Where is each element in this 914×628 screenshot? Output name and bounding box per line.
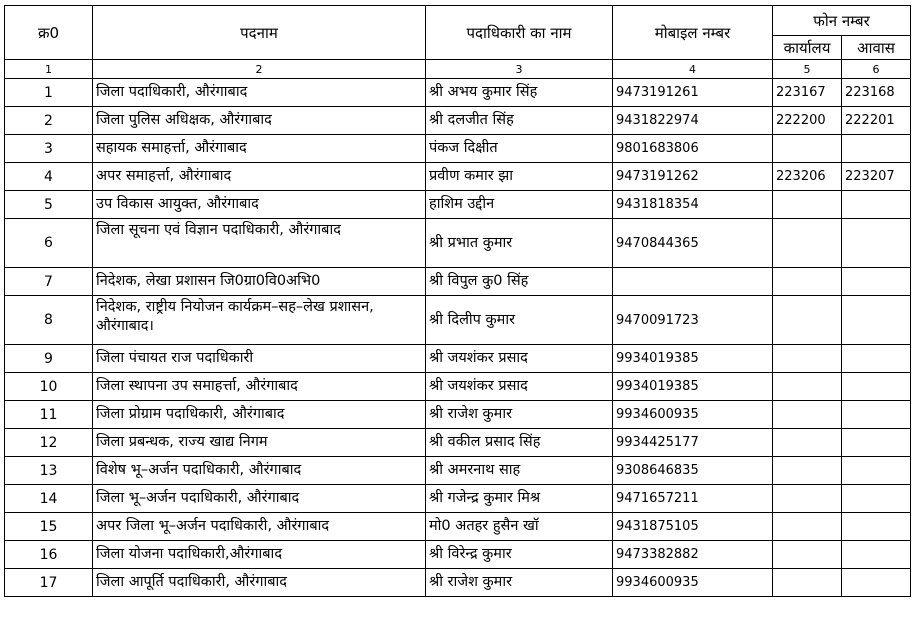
column-number: 1: [5, 60, 93, 79]
mobile-cell: 9470844365: [613, 219, 773, 268]
official-name-cell: हाशिम उद्दीन: [426, 191, 613, 219]
residence-phone-cell: 223168: [842, 79, 911, 107]
office-phone-cell: [773, 373, 842, 401]
office-phone-cell: 223167: [773, 79, 842, 107]
table-row: [5, 401, 911, 429]
serial-cell: 16: [5, 541, 93, 569]
column-number: 3: [426, 60, 613, 79]
residence-phone-cell: [842, 429, 911, 457]
table-row: [5, 429, 911, 457]
designation-cell: जिला स्थापना उप समाहर्त्ता, औरंगाबाद: [93, 373, 426, 401]
table-row: [5, 457, 911, 485]
header-office: कार्यालय: [773, 36, 842, 60]
designation-cell: जिला आपूर्ति पदाधिकारी, औरंगाबाद: [93, 569, 426, 597]
official-name-cell: श्री राजेश कुमार: [426, 569, 613, 597]
official-name-cell: श्री विरेन्द्र कुमार: [426, 541, 613, 569]
mobile-cell: 9431875105: [613, 513, 773, 541]
residence-phone-cell: [842, 457, 911, 485]
office-phone-cell: 222200: [773, 107, 842, 135]
official-name-cell: श्री दलजीत सिंह: [426, 107, 613, 135]
official-name-cell: श्री प्रभात कुमार: [426, 219, 613, 268]
serial-cell: 15: [5, 513, 93, 541]
office-phone-cell: [773, 296, 842, 345]
designation-cell: जिला भू–अर्जन पदाधिकारी, औरंगाबाद: [93, 485, 426, 513]
mobile-cell: 9473382882: [613, 541, 773, 569]
mobile-cell: 9934600935: [613, 401, 773, 429]
official-name-cell: पंकज दिक्षीत: [426, 135, 613, 163]
mobile-cell: [613, 268, 773, 296]
office-phone-cell: [773, 345, 842, 373]
official-name-cell: श्री अमरनाथ साह: [426, 457, 613, 485]
designation-cell: जिला पंचायत राज पदाधिकारी: [93, 345, 426, 373]
column-number-row: [5, 60, 911, 79]
official-name-cell: श्री दिलीप कुमार: [426, 296, 613, 345]
residence-phone-cell: [842, 373, 911, 401]
serial-cell: 2: [5, 107, 93, 135]
office-phone-cell: [773, 541, 842, 569]
table-row: [5, 163, 911, 191]
residence-phone-cell: [842, 401, 911, 429]
serial-cell: 13: [5, 457, 93, 485]
table-row: [5, 296, 911, 345]
residence-phone-cell: [842, 345, 911, 373]
serial-cell: 4: [5, 163, 93, 191]
mobile-cell: 9934600935: [613, 569, 773, 597]
column-number: 4: [613, 60, 773, 79]
table-row: [5, 485, 911, 513]
header-serial: क्र0: [5, 6, 93, 60]
designation-cell: अपर समाहर्त्ता, औरंगाबाद: [93, 163, 426, 191]
serial-cell: 8: [5, 296, 93, 345]
mobile-cell: 9431818354: [613, 191, 773, 219]
official-name-cell: श्री वकील प्रसाद सिंह: [426, 429, 613, 457]
office-phone-cell: [773, 485, 842, 513]
table-body: [5, 79, 911, 597]
official-name-cell: श्री जयशंकर प्रसाद: [426, 373, 613, 401]
mobile-cell: 9473191262: [613, 163, 773, 191]
mobile-cell: 9473191261: [613, 79, 773, 107]
serial-cell: 7: [5, 268, 93, 296]
table-row: [5, 191, 911, 219]
table-row: [5, 541, 911, 569]
official-name-cell: मो0 अतहर हुसैन खॉ: [426, 513, 613, 541]
residence-phone-cell: [842, 191, 911, 219]
column-number: 6: [842, 60, 911, 79]
residence-phone-cell: [842, 541, 911, 569]
column-number: 5: [773, 60, 842, 79]
office-phone-cell: [773, 268, 842, 296]
residence-phone-cell: [842, 268, 911, 296]
header-designation: पदनाम: [93, 6, 426, 60]
serial-cell: 6: [5, 219, 93, 268]
official-name-cell: श्री विपुल कु0 सिंह: [426, 268, 613, 296]
designation-cell: जिला प्रबन्धक, राज्य खाद्य निगम: [93, 429, 426, 457]
table-row: [5, 107, 911, 135]
official-name-cell: श्री गजेन्द्र कुमार मिश्र: [426, 485, 613, 513]
office-phone-cell: [773, 191, 842, 219]
table-row: [5, 345, 911, 373]
serial-cell: 17: [5, 569, 93, 597]
designation-cell: जिला योजना पदाधिकारी,औरंगाबाद: [93, 541, 426, 569]
mobile-cell: 9934425177: [613, 429, 773, 457]
designation-cell: विशेष भू–अर्जन पदाधिकारी, औरंगाबाद: [93, 457, 426, 485]
office-phone-cell: [773, 457, 842, 485]
residence-phone-cell: [842, 296, 911, 345]
table-row: [5, 79, 911, 107]
serial-cell: 10: [5, 373, 93, 401]
designation-cell: निदेशक, राष्ट्रीय नियोजन कार्यक्रम–सह–लेख प्रशासन, औरंगाबाद।: [93, 296, 426, 345]
designation-cell: जिला पदाधिकारी, औरंगाबाद: [93, 79, 426, 107]
designation-cell: जिला पुलिस अधिक्षक, औरंगाबाद: [93, 107, 426, 135]
serial-cell: 3: [5, 135, 93, 163]
table-row: [5, 513, 911, 541]
header-phone: फोन नम्बर: [773, 6, 911, 36]
designation-cell: जिला सूचना एवं विज्ञान पदाधिकारी, औरंगाबाद: [93, 219, 426, 268]
officials-contact-table: [4, 5, 911, 597]
office-phone-cell: [773, 135, 842, 163]
residence-phone-cell: 222201: [842, 107, 911, 135]
serial-cell: 11: [5, 401, 93, 429]
mobile-cell: 9470091723: [613, 296, 773, 345]
official-name-cell: श्री जयशंकर प्रसाद: [426, 345, 613, 373]
table-row: [5, 268, 911, 296]
office-phone-cell: [773, 569, 842, 597]
official-name-cell: प्रवीण कमार झा: [426, 163, 613, 191]
serial-cell: 12: [5, 429, 93, 457]
office-phone-cell: [773, 219, 842, 268]
designation-cell: उप विकास आयुक्त, औरंगाबाद: [93, 191, 426, 219]
mobile-cell: 9934019385: [613, 345, 773, 373]
office-phone-cell: [773, 401, 842, 429]
column-number: 2: [93, 60, 426, 79]
residence-phone-cell: [842, 569, 911, 597]
residence-phone-cell: [842, 513, 911, 541]
serial-cell: 9: [5, 345, 93, 373]
residence-phone-cell: [842, 219, 911, 268]
table-row: [5, 135, 911, 163]
designation-cell: अपर जिला भू–अर्जन पदाधिकारी, औरंगाबाद: [93, 513, 426, 541]
residence-phone-cell: [842, 135, 911, 163]
mobile-cell: 9801683806: [613, 135, 773, 163]
designation-cell: सहायक समाहर्त्ता, औरंगाबाद: [93, 135, 426, 163]
header-residence: आवास: [842, 36, 911, 60]
residence-phone-cell: 223207: [842, 163, 911, 191]
office-phone-cell: 223206: [773, 163, 842, 191]
designation-cell: निदेशक, लेखा प्रशासन जि0ग्रा0वि0अभि0: [93, 268, 426, 296]
header-official-name: पदाधिकारी का नाम: [426, 6, 613, 60]
office-phone-cell: [773, 513, 842, 541]
serial-cell: 1: [5, 79, 93, 107]
mobile-cell: 9471657211: [613, 485, 773, 513]
residence-phone-cell: [842, 485, 911, 513]
table-row: [5, 219, 911, 268]
mobile-cell: 9934019385: [613, 373, 773, 401]
mobile-cell: 9431822974: [613, 107, 773, 135]
table-row: [5, 569, 911, 597]
office-phone-cell: [773, 429, 842, 457]
serial-cell: 14: [5, 485, 93, 513]
header-mobile: मोबाइल नम्बर: [613, 6, 773, 60]
serial-cell: 5: [5, 191, 93, 219]
designation-cell: जिला प्रोग्राम पदाधिकारी, औरंगाबाद: [93, 401, 426, 429]
official-name-cell: श्री अभय कुमार सिंह: [426, 79, 613, 107]
official-name-cell: श्री राजेश कुमार: [426, 401, 613, 429]
mobile-cell: 9308646835: [613, 457, 773, 485]
table-row: [5, 373, 911, 401]
